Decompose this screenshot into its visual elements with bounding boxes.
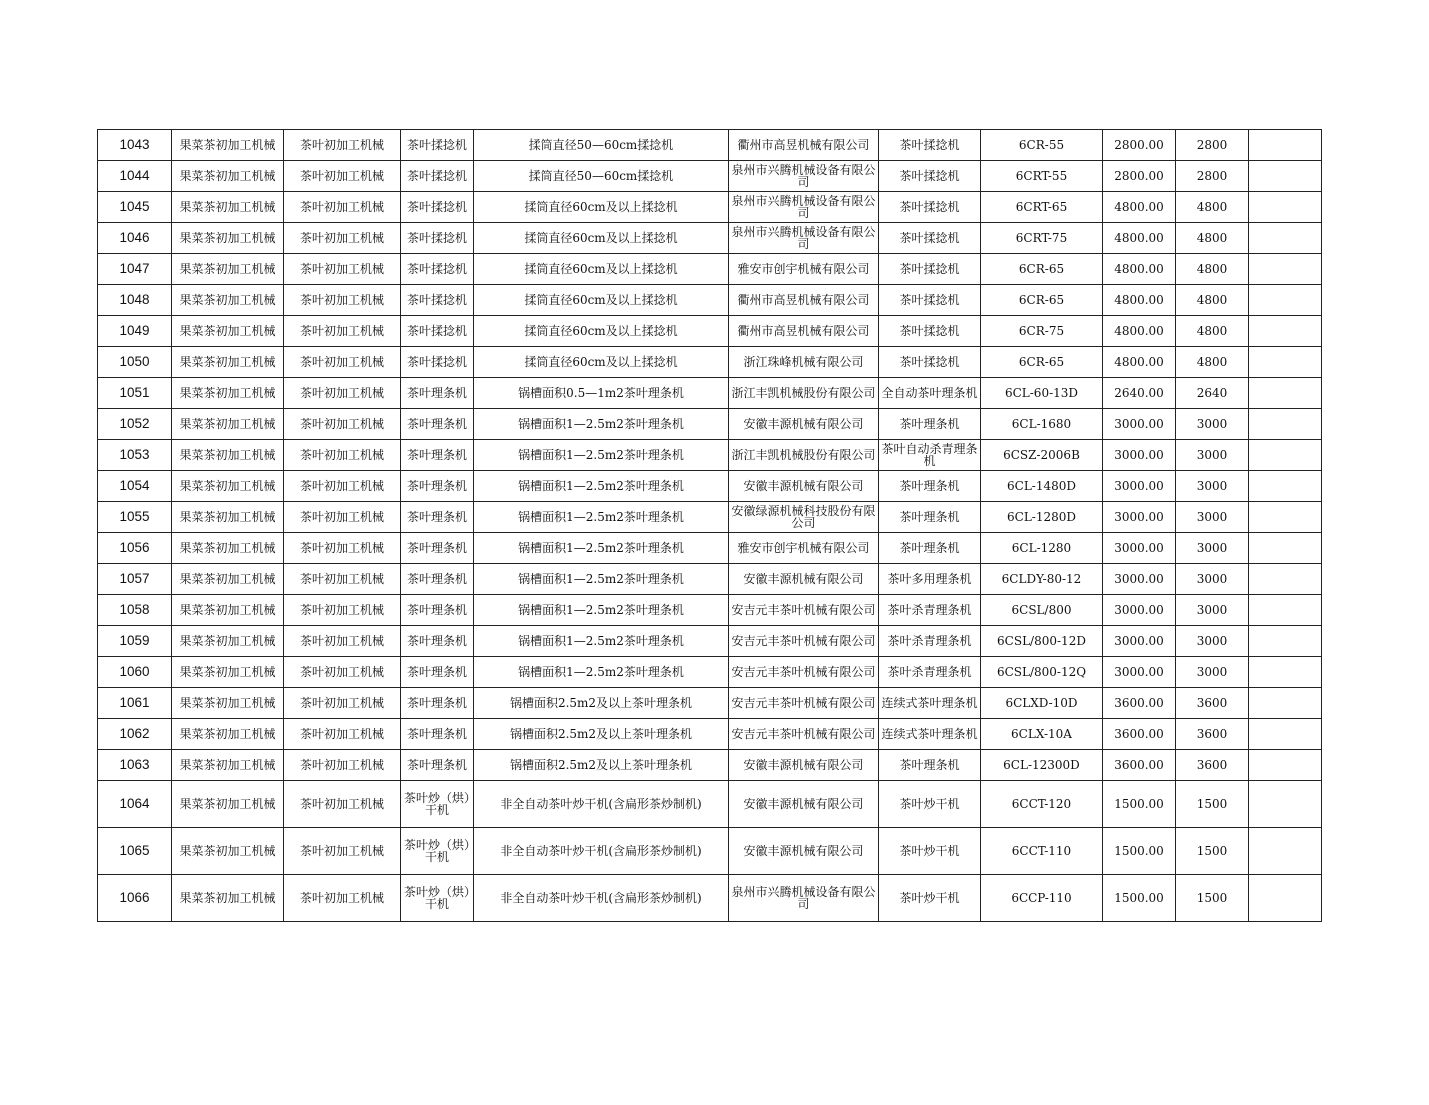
cell-spec: 非全自动茶叶炒干机(含扁形茶炒制机)	[474, 828, 729, 875]
cell-manufacturer: 泉州市兴腾机械设备有限公司	[729, 223, 879, 254]
cell-subsidy: 3000	[1176, 502, 1249, 533]
cell-spec: 锅槽面积1—2.5m2茶叶理条机	[474, 564, 729, 595]
cell-category-3: 茶叶揉捻机	[401, 192, 474, 223]
cell-manufacturer: 衢州市高昱机械有限公司	[729, 316, 879, 347]
cell-spec: 锅槽面积0.5—1m2茶叶理条机	[474, 378, 729, 409]
cell-category-3: 茶叶理条机	[401, 750, 474, 781]
cell-spec: 锅槽面积1—2.5m2茶叶理条机	[474, 626, 729, 657]
cell-category-1: 果菜茶初加工机械	[172, 471, 284, 502]
cell-product-name: 连续式茶叶理条机	[879, 688, 981, 719]
cell-model: 6CCT-110	[981, 828, 1103, 875]
cell-category-3: 茶叶理条机	[401, 688, 474, 719]
cell-spec: 揉筒直径60cm及以上揉捻机	[474, 285, 729, 316]
cell-price: 1500.00	[1103, 828, 1176, 875]
cell-price: 3000.00	[1103, 409, 1176, 440]
cell-category-2: 茶叶初加工机械	[284, 657, 401, 688]
cell-price: 3000.00	[1103, 533, 1176, 564]
cell-model: 6CCP-110	[981, 875, 1103, 922]
cell-category-3: 茶叶揉捻机	[401, 130, 474, 161]
cell-number: 1058	[98, 595, 172, 626]
cell-category-3: 茶叶揉捻机	[401, 347, 474, 378]
cell-note	[1249, 688, 1322, 719]
cell-category-2: 茶叶初加工机械	[284, 378, 401, 409]
cell-product-name: 茶叶揉捻机	[879, 316, 981, 347]
table-row	[98, 564, 1322, 595]
cell-category-2: 茶叶初加工机械	[284, 781, 401, 828]
cell-spec: 锅槽面积1—2.5m2茶叶理条机	[474, 657, 729, 688]
cell-manufacturer: 安徽丰源机械有限公司	[729, 750, 879, 781]
cell-subsidy: 3000	[1176, 595, 1249, 626]
cell-category-3: 茶叶揉捻机	[401, 223, 474, 254]
cell-spec: 锅槽面积2.5m2及以上茶叶理条机	[474, 688, 729, 719]
cell-manufacturer: 安吉元丰茶叶机械有限公司	[729, 626, 879, 657]
table-row	[98, 130, 1322, 161]
cell-number: 1065	[98, 828, 172, 875]
cell-price: 3000.00	[1103, 626, 1176, 657]
cell-note	[1249, 316, 1322, 347]
cell-number: 1052	[98, 409, 172, 440]
cell-note	[1249, 254, 1322, 285]
cell-category-1: 果菜茶初加工机械	[172, 192, 284, 223]
cell-category-2: 茶叶初加工机械	[284, 161, 401, 192]
cell-category-1: 果菜茶初加工机械	[172, 564, 284, 595]
cell-manufacturer: 泉州市兴腾机械设备有限公司	[729, 161, 879, 192]
cell-note	[1249, 502, 1322, 533]
cell-product-name: 茶叶杀青理条机	[879, 657, 981, 688]
cell-category-1: 果菜茶初加工机械	[172, 254, 284, 285]
cell-price: 1500.00	[1103, 781, 1176, 828]
cell-model: 6CL-1280D	[981, 502, 1103, 533]
cell-model: 6CR-65	[981, 254, 1103, 285]
table-row	[98, 781, 1322, 828]
table-row	[98, 502, 1322, 533]
cell-product-name: 茶叶揉捻机	[879, 192, 981, 223]
cell-model: 6CSL/800-12D	[981, 626, 1103, 657]
cell-model: 6CR-65	[981, 285, 1103, 316]
cell-note	[1249, 440, 1322, 471]
cell-category-3: 茶叶理条机	[401, 626, 474, 657]
cell-subsidy: 3000	[1176, 409, 1249, 440]
cell-spec: 锅槽面积1—2.5m2茶叶理条机	[474, 595, 729, 626]
cell-note	[1249, 828, 1322, 875]
cell-model: 6CCT-120	[981, 781, 1103, 828]
cell-model: 6CR-55	[981, 130, 1103, 161]
cell-note	[1249, 223, 1322, 254]
cell-note	[1249, 626, 1322, 657]
cell-category-3: 茶叶揉捻机	[401, 285, 474, 316]
cell-number: 1054	[98, 471, 172, 502]
cell-spec: 锅槽面积1—2.5m2茶叶理条机	[474, 409, 729, 440]
cell-subsidy: 3000	[1176, 564, 1249, 595]
cell-model: 6CL-1280	[981, 533, 1103, 564]
cell-note	[1249, 657, 1322, 688]
cell-category-3: 茶叶理条机	[401, 409, 474, 440]
cell-category-1: 果菜茶初加工机械	[172, 409, 284, 440]
cell-product-name: 茶叶多用理条机	[879, 564, 981, 595]
cell-category-1: 果菜茶初加工机械	[172, 502, 284, 533]
cell-category-2: 茶叶初加工机械	[284, 254, 401, 285]
cell-number: 1066	[98, 875, 172, 922]
cell-manufacturer: 安徽绿源机械科技股份有限公司	[729, 502, 879, 533]
table-row	[98, 750, 1322, 781]
cell-note	[1249, 285, 1322, 316]
cell-price: 4800.00	[1103, 347, 1176, 378]
cell-number: 1045	[98, 192, 172, 223]
cell-category-1: 果菜茶初加工机械	[172, 781, 284, 828]
cell-category-3: 茶叶揉捻机	[401, 254, 474, 285]
cell-product-name: 茶叶杀青理条机	[879, 595, 981, 626]
cell-number: 1051	[98, 378, 172, 409]
cell-product-name: 茶叶理条机	[879, 502, 981, 533]
cell-price: 4800.00	[1103, 192, 1176, 223]
cell-product-name: 茶叶炒干机	[879, 828, 981, 875]
cell-product-name: 茶叶理条机	[879, 533, 981, 564]
cell-price: 4800.00	[1103, 285, 1176, 316]
table-row	[98, 719, 1322, 750]
cell-price: 3000.00	[1103, 502, 1176, 533]
cell-number: 1056	[98, 533, 172, 564]
cell-price: 3000.00	[1103, 595, 1176, 626]
cell-price: 3000.00	[1103, 440, 1176, 471]
cell-spec: 锅槽面积1—2.5m2茶叶理条机	[474, 471, 729, 502]
cell-spec: 揉筒直径60cm及以上揉捻机	[474, 192, 729, 223]
cell-spec: 锅槽面积1—2.5m2茶叶理条机	[474, 440, 729, 471]
cell-model: 6CL-1480D	[981, 471, 1103, 502]
cell-manufacturer: 安徽丰源机械有限公司	[729, 828, 879, 875]
subsidy-table	[97, 129, 1322, 922]
cell-spec: 揉筒直径50—60cm揉捻机	[474, 161, 729, 192]
cell-manufacturer: 安吉元丰茶叶机械有限公司	[729, 657, 879, 688]
cell-note	[1249, 564, 1322, 595]
cell-price: 4800.00	[1103, 254, 1176, 285]
cell-manufacturer: 安徽丰源机械有限公司	[729, 564, 879, 595]
cell-note	[1249, 781, 1322, 828]
cell-note	[1249, 875, 1322, 922]
cell-subsidy: 4800	[1176, 316, 1249, 347]
cell-subsidy: 3000	[1176, 626, 1249, 657]
cell-category-2: 茶叶初加工机械	[284, 409, 401, 440]
cell-category-3: 茶叶理条机	[401, 657, 474, 688]
cell-category-1: 果菜茶初加工机械	[172, 130, 284, 161]
cell-price: 3000.00	[1103, 564, 1176, 595]
cell-number: 1062	[98, 719, 172, 750]
table-row	[98, 378, 1322, 409]
table-row	[98, 285, 1322, 316]
cell-category-3: 茶叶理条机	[401, 719, 474, 750]
cell-manufacturer: 泉州市兴腾机械设备有限公司	[729, 875, 879, 922]
cell-manufacturer: 浙江丰凯机械股份有限公司	[729, 378, 879, 409]
cell-note	[1249, 378, 1322, 409]
cell-note	[1249, 161, 1322, 192]
cell-number: 1048	[98, 285, 172, 316]
table-row	[98, 688, 1322, 719]
cell-note	[1249, 533, 1322, 564]
cell-manufacturer: 泉州市兴腾机械设备有限公司	[729, 192, 879, 223]
cell-spec: 非全自动茶叶炒干机(含扁形茶炒制机)	[474, 875, 729, 922]
cell-price: 4800.00	[1103, 223, 1176, 254]
cell-category-1: 果菜茶初加工机械	[172, 285, 284, 316]
cell-model: 6CR-65	[981, 347, 1103, 378]
cell-category-2: 茶叶初加工机械	[284, 285, 401, 316]
cell-model: 6CSL/800-12Q	[981, 657, 1103, 688]
cell-category-1: 果菜茶初加工机械	[172, 223, 284, 254]
cell-price: 3000.00	[1103, 471, 1176, 502]
cell-category-2: 茶叶初加工机械	[284, 223, 401, 254]
cell-category-2: 茶叶初加工机械	[284, 595, 401, 626]
cell-manufacturer: 安徽丰源机械有限公司	[729, 781, 879, 828]
table-row	[98, 875, 1322, 922]
table-row	[98, 657, 1322, 688]
cell-product-name: 连续式茶叶理条机	[879, 719, 981, 750]
table-row	[98, 595, 1322, 626]
cell-category-1: 果菜茶初加工机械	[172, 657, 284, 688]
cell-category-3: 茶叶理条机	[401, 502, 474, 533]
cell-price: 3600.00	[1103, 719, 1176, 750]
cell-product-name: 茶叶揉捻机	[879, 254, 981, 285]
cell-category-3: 茶叶揉捻机	[401, 316, 474, 347]
cell-subsidy: 3600	[1176, 750, 1249, 781]
cell-note	[1249, 471, 1322, 502]
cell-category-2: 茶叶初加工机械	[284, 316, 401, 347]
table-row	[98, 192, 1322, 223]
cell-model: 6CR-75	[981, 316, 1103, 347]
cell-product-name: 全自动茶叶理条机	[879, 378, 981, 409]
cell-category-3: 茶叶揉捻机	[401, 161, 474, 192]
table-row	[98, 440, 1322, 471]
cell-subsidy: 3000	[1176, 471, 1249, 502]
cell-note	[1249, 409, 1322, 440]
cell-manufacturer: 雅安市创宇机械有限公司	[729, 533, 879, 564]
table-row	[98, 828, 1322, 875]
cell-product-name: 茶叶炒干机	[879, 781, 981, 828]
cell-number: 1044	[98, 161, 172, 192]
cell-price: 2800.00	[1103, 161, 1176, 192]
cell-manufacturer: 浙江丰凯机械股份有限公司	[729, 440, 879, 471]
cell-category-3: 茶叶炒（烘）干机	[401, 875, 474, 922]
cell-product-name: 茶叶理条机	[879, 750, 981, 781]
cell-category-2: 茶叶初加工机械	[284, 688, 401, 719]
cell-subsidy: 3000	[1176, 533, 1249, 564]
cell-category-1: 果菜茶初加工机械	[172, 875, 284, 922]
cell-subsidy: 2640	[1176, 378, 1249, 409]
cell-number: 1043	[98, 130, 172, 161]
cell-category-1: 果菜茶初加工机械	[172, 316, 284, 347]
cell-manufacturer: 衢州市高昱机械有限公司	[729, 130, 879, 161]
table-row	[98, 254, 1322, 285]
cell-price: 4800.00	[1103, 316, 1176, 347]
cell-category-2: 茶叶初加工机械	[284, 626, 401, 657]
cell-product-name: 茶叶揉捻机	[879, 161, 981, 192]
cell-subsidy: 4800	[1176, 347, 1249, 378]
cell-manufacturer: 安徽丰源机械有限公司	[729, 471, 879, 502]
cell-number: 1057	[98, 564, 172, 595]
cell-subsidy: 3600	[1176, 688, 1249, 719]
cell-manufacturer: 安吉元丰茶叶机械有限公司	[729, 719, 879, 750]
cell-model: 6CL-12300D	[981, 750, 1103, 781]
cell-subsidy: 3000	[1176, 657, 1249, 688]
cell-spec: 揉筒直径50—60cm揉捻机	[474, 130, 729, 161]
cell-model: 6CL-60-13D	[981, 378, 1103, 409]
cell-model: 6CLX-10A	[981, 719, 1103, 750]
cell-note	[1249, 192, 1322, 223]
cell-product-name: 茶叶杀青理条机	[879, 626, 981, 657]
cell-price: 1500.00	[1103, 875, 1176, 922]
cell-category-3: 茶叶炒（烘）干机	[401, 781, 474, 828]
cell-number: 1061	[98, 688, 172, 719]
cell-category-3: 茶叶理条机	[401, 440, 474, 471]
cell-note	[1249, 595, 1322, 626]
cell-model: 6CSZ-2006B	[981, 440, 1103, 471]
cell-subsidy: 2800	[1176, 130, 1249, 161]
cell-manufacturer: 雅安市创宇机械有限公司	[729, 254, 879, 285]
cell-number: 1050	[98, 347, 172, 378]
cell-category-2: 茶叶初加工机械	[284, 130, 401, 161]
cell-model: 6CRT-55	[981, 161, 1103, 192]
cell-note	[1249, 719, 1322, 750]
cell-subsidy: 4800	[1176, 223, 1249, 254]
cell-note	[1249, 130, 1322, 161]
cell-spec: 锅槽面积2.5m2及以上茶叶理条机	[474, 750, 729, 781]
cell-number: 1059	[98, 626, 172, 657]
cell-category-2: 茶叶初加工机械	[284, 564, 401, 595]
cell-product-name: 茶叶揉捻机	[879, 223, 981, 254]
cell-subsidy: 4800	[1176, 192, 1249, 223]
cell-product-name: 茶叶理条机	[879, 409, 981, 440]
cell-category-2: 茶叶初加工机械	[284, 347, 401, 378]
cell-category-2: 茶叶初加工机械	[284, 828, 401, 875]
cell-category-2: 茶叶初加工机械	[284, 533, 401, 564]
cell-category-2: 茶叶初加工机械	[284, 471, 401, 502]
cell-spec: 揉筒直径60cm及以上揉捻机	[474, 223, 729, 254]
cell-manufacturer: 浙江珠峰机械有限公司	[729, 347, 879, 378]
cell-subsidy: 3600	[1176, 719, 1249, 750]
cell-category-3: 茶叶理条机	[401, 564, 474, 595]
table-row	[98, 347, 1322, 378]
cell-product-name: 茶叶理条机	[879, 471, 981, 502]
cell-product-name: 茶叶自动杀青理条机	[879, 440, 981, 471]
cell-subsidy: 1500	[1176, 875, 1249, 922]
table-row	[98, 223, 1322, 254]
cell-category-2: 茶叶初加工机械	[284, 440, 401, 471]
cell-number: 1063	[98, 750, 172, 781]
cell-category-2: 茶叶初加工机械	[284, 192, 401, 223]
cell-spec: 锅槽面积2.5m2及以上茶叶理条机	[474, 719, 729, 750]
cell-category-3: 茶叶理条机	[401, 595, 474, 626]
cell-spec: 非全自动茶叶炒干机(含扁形茶炒制机)	[474, 781, 729, 828]
cell-subsidy: 3000	[1176, 440, 1249, 471]
cell-manufacturer: 安吉元丰茶叶机械有限公司	[729, 688, 879, 719]
cell-category-3: 茶叶理条机	[401, 533, 474, 564]
cell-spec: 揉筒直径60cm及以上揉捻机	[474, 316, 729, 347]
cell-product-name: 茶叶揉捻机	[879, 130, 981, 161]
cell-price: 2800.00	[1103, 130, 1176, 161]
cell-category-1: 果菜茶初加工机械	[172, 347, 284, 378]
cell-number: 1046	[98, 223, 172, 254]
cell-number: 1055	[98, 502, 172, 533]
cell-price: 3000.00	[1103, 657, 1176, 688]
cell-category-2: 茶叶初加工机械	[284, 719, 401, 750]
cell-model: 6CLXD-10D	[981, 688, 1103, 719]
cell-number: 1047	[98, 254, 172, 285]
table-row	[98, 409, 1322, 440]
cell-category-1: 果菜茶初加工机械	[172, 161, 284, 192]
cell-model: 6CL-1680	[981, 409, 1103, 440]
table-row	[98, 533, 1322, 564]
cell-model: 6CSL/800	[981, 595, 1103, 626]
table-row	[98, 626, 1322, 657]
cell-category-1: 果菜茶初加工机械	[172, 750, 284, 781]
cell-product-name: 茶叶揉捻机	[879, 347, 981, 378]
cell-price: 2640.00	[1103, 378, 1176, 409]
cell-category-3: 茶叶理条机	[401, 471, 474, 502]
cell-subsidy: 4800	[1176, 254, 1249, 285]
cell-price: 3600.00	[1103, 750, 1176, 781]
cell-category-3: 茶叶理条机	[401, 378, 474, 409]
cell-model: 6CRT-75	[981, 223, 1103, 254]
table-row	[98, 161, 1322, 192]
cell-category-2: 茶叶初加工机械	[284, 875, 401, 922]
cell-note	[1249, 750, 1322, 781]
cell-subsidy: 4800	[1176, 285, 1249, 316]
cell-model: 6CRT-65	[981, 192, 1103, 223]
cell-category-1: 果菜茶初加工机械	[172, 688, 284, 719]
cell-category-1: 果菜茶初加工机械	[172, 719, 284, 750]
cell-spec: 锅槽面积1—2.5m2茶叶理条机	[474, 533, 729, 564]
cell-category-1: 果菜茶初加工机械	[172, 828, 284, 875]
cell-category-1: 果菜茶初加工机械	[172, 626, 284, 657]
cell-product-name: 茶叶揉捻机	[879, 285, 981, 316]
cell-manufacturer: 安徽丰源机械有限公司	[729, 409, 879, 440]
cell-category-1: 果菜茶初加工机械	[172, 595, 284, 626]
cell-category-2: 茶叶初加工机械	[284, 750, 401, 781]
cell-number: 1053	[98, 440, 172, 471]
cell-category-3: 茶叶炒（烘）干机	[401, 828, 474, 875]
cell-spec: 锅槽面积1—2.5m2茶叶理条机	[474, 502, 729, 533]
cell-subsidy: 1500	[1176, 781, 1249, 828]
cell-manufacturer: 安吉元丰茶叶机械有限公司	[729, 595, 879, 626]
cell-model: 6CLDY-80-12	[981, 564, 1103, 595]
cell-product-name: 茶叶炒干机	[879, 875, 981, 922]
cell-category-2: 茶叶初加工机械	[284, 502, 401, 533]
cell-subsidy: 2800	[1176, 161, 1249, 192]
cell-category-1: 果菜茶初加工机械	[172, 378, 284, 409]
cell-number: 1049	[98, 316, 172, 347]
cell-category-1: 果菜茶初加工机械	[172, 533, 284, 564]
cell-number: 1060	[98, 657, 172, 688]
table-row	[98, 471, 1322, 502]
cell-category-1: 果菜茶初加工机械	[172, 440, 284, 471]
cell-subsidy: 1500	[1176, 828, 1249, 875]
cell-spec: 揉筒直径60cm及以上揉捻机	[474, 254, 729, 285]
cell-note	[1249, 347, 1322, 378]
cell-manufacturer: 衢州市高昱机械有限公司	[729, 285, 879, 316]
cell-number: 1064	[98, 781, 172, 828]
cell-price: 3600.00	[1103, 688, 1176, 719]
cell-spec: 揉筒直径60cm及以上揉捻机	[474, 347, 729, 378]
table-row	[98, 316, 1322, 347]
